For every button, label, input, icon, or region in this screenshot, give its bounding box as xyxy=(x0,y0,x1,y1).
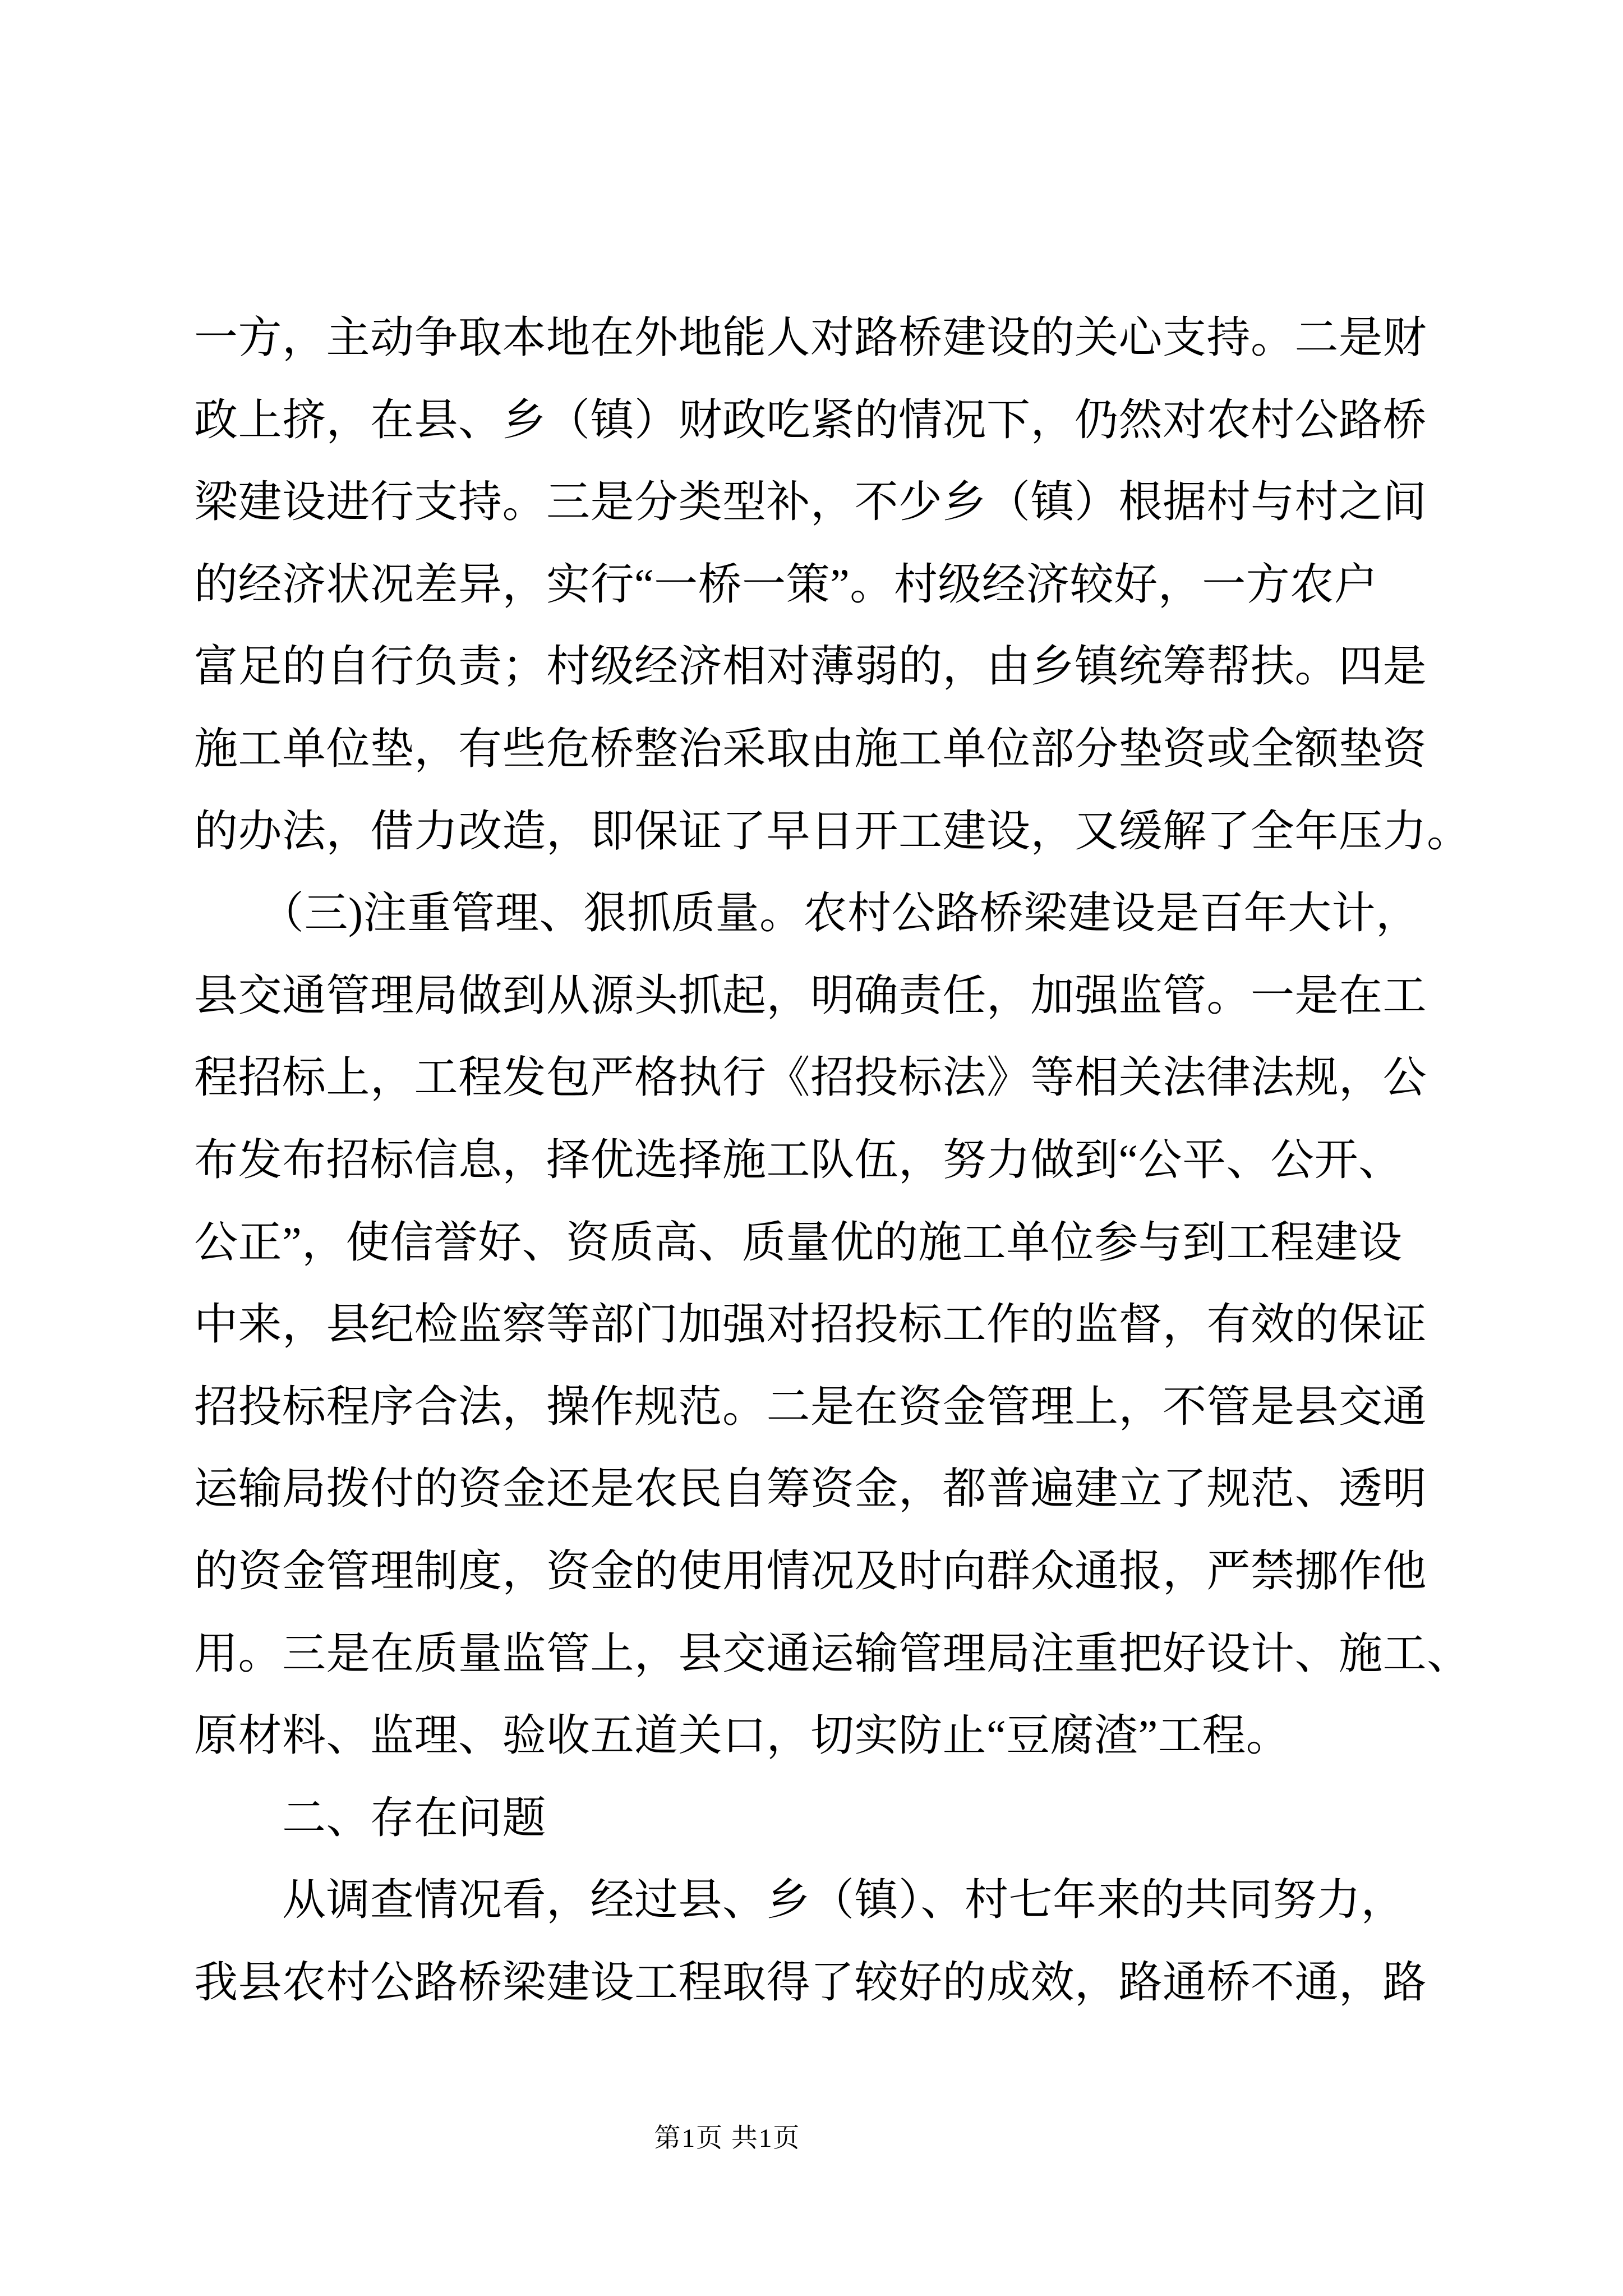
text-line: 程招标上，工程发包严格执行《招投标法》等相关法律法规，公 xyxy=(194,1053,1427,1102)
text-line: 布发布招标信息，择优选择施工队伍，努力做到“公平、公开、 xyxy=(194,1135,1403,1184)
text-line: 政上挤，在县、乡（镇）财政吃紧的情况下，仍然对农村公路桥 xyxy=(194,395,1427,444)
text-line: 公正”，使信誉好、资质高、质量优的施工单位参与到工程建设 xyxy=(194,1217,1403,1267)
document-body xyxy=(194,297,1471,2023)
text-line: 富足的自行负责；村级经济相对薄弱的，由乡镇统筹帮扶。四是 xyxy=(194,642,1427,691)
text-line: 县交通管理局做到从源头抓起，明确责任，加强监管。一是在工 xyxy=(194,970,1427,1020)
text-line: 的资金管理制度，资金的使用情况及时向群众通报，严禁挪作他 xyxy=(194,1546,1427,1595)
page-footer xyxy=(0,2122,1539,2155)
text-line: 中来，县纪检监察等部门加强对招投标工作的监督，有效的保证 xyxy=(194,1300,1427,1349)
text-line: 施工单位垫，有些危桥整治采取由施工单位部分垫资或全额垫资 xyxy=(194,724,1427,773)
text-line: 从调查情况看，经过县、乡（镇）、村七年来的共同努力， xyxy=(194,1875,1405,1925)
text-line: 的办法，借力改造，即保证了早日开工建设，又缓解了全年压力。 xyxy=(194,806,1471,855)
text-line: 二、存在问题 xyxy=(194,1793,547,1842)
text-line: 梁建设进行支持。三是分类型补，不少乡（镇）根据村与村之间 xyxy=(194,477,1427,527)
text-line: 原材料、监理、验收五道关口，切实防止“豆腐渣”工程。 xyxy=(194,1711,1290,1760)
text-line: （三)注重管理、狠抓质量。农村公路桥梁建设是百年大计， xyxy=(194,889,1420,938)
page-number: 第1页 共1页 xyxy=(654,2124,801,2153)
text-line: 用。三是在质量监管上，县交通运输管理局注重把好设计、施工、 xyxy=(194,1628,1471,1678)
text-line: 我县农村公路桥梁建设工程取得了较好的成效，路通桥不通，路 xyxy=(194,1957,1427,2007)
text-line: 运输局拨付的资金还是农民自筹资金，都普遍建立了规范、透明 xyxy=(194,1464,1427,1513)
text-line: 的经济状况差异，实行“一桥一策”。村级经济较好，一方农户 xyxy=(194,559,1378,609)
text-line: 招投标程序合法，操作规范。二是在资金管理上，不管是县交通 xyxy=(194,1382,1427,1431)
text-line: 一方，主动争取本地在外地能人对路桥建设的关心支持。二是财 xyxy=(194,313,1427,362)
